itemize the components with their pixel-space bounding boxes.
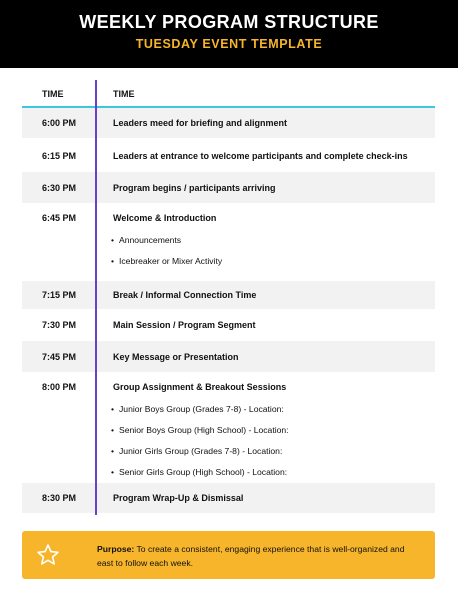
star-icon — [36, 543, 60, 567]
purpose-label: Purpose: — [97, 544, 135, 554]
row-activity: Leaders meed for briefing and alignment — [113, 118, 288, 128]
row-activity: Leaders at entrance to welcome participants and complete check-ins — [113, 151, 408, 161]
table-row — [22, 141, 435, 170]
bullet-item: • Junior Girls Group (Grades 7-8) - Location: — [119, 446, 282, 456]
bullet-item: • Announcements — [119, 235, 181, 245]
table-row — [22, 205, 435, 283]
row-activity: Break / Informal Connection Time — [113, 290, 257, 300]
row-time: 8:30 PM — [42, 493, 77, 503]
row-time: 7:45 PM — [42, 352, 77, 362]
bullet-item: • Icebreaker or Mixer Activity — [119, 256, 222, 266]
row-time: 6:30 PM — [42, 183, 77, 193]
row-activity: Program begins / participants arriving — [113, 183, 276, 193]
purpose-callout — [22, 531, 435, 579]
table-row — [22, 172, 435, 203]
table-row — [22, 483, 435, 513]
table-row — [22, 311, 435, 339]
row-time: 7:15 PM — [42, 290, 77, 300]
page-title: WEEKLY PROGRAM STRUCTURE — [79, 12, 379, 32]
header-banner — [0, 0, 458, 68]
row-time: 6:15 PM — [42, 151, 77, 161]
row-time: 6:45 PM — [42, 213, 77, 223]
table-row — [22, 341, 435, 372]
row-time: 7:30 PM — [42, 320, 77, 330]
purpose-text — [97, 543, 417, 570]
page-subtitle: TUESDAY EVENT TEMPLATE — [135, 37, 323, 51]
bullet-item: • Junior Boys Group (Grades 7-8) - Location: — [119, 404, 284, 414]
row-activity: Program Wrap-Up & Dismissal — [113, 493, 244, 503]
schedule-table — [22, 80, 435, 503]
bullet-item: • Senior Girls Group (High School) - Location: — [119, 467, 287, 477]
column-divider — [95, 80, 97, 515]
column-header-activity: TIME — [113, 89, 135, 99]
column-header-time: TIME — [42, 89, 64, 99]
row-activity: Key Message or Presentation — [113, 352, 239, 362]
table-row — [22, 108, 435, 138]
row-time: 8:00 PM — [42, 382, 77, 392]
table-header — [22, 80, 435, 108]
row-activity: Welcome & Introduction — [113, 213, 217, 223]
purpose-body: To create a consistent, engaging experience that is well-organized and east to follow each week. — [97, 544, 405, 568]
table-row — [22, 374, 435, 482]
row-activity: Group Assignment & Breakout Sessions — [113, 382, 287, 392]
table-row — [22, 281, 435, 309]
row-time: 6:00 PM — [42, 118, 77, 128]
bullet-item: • Senior Boys Group (High School) - Location: — [119, 425, 289, 435]
row-activity: Main Session / Program Segment — [113, 320, 256, 330]
